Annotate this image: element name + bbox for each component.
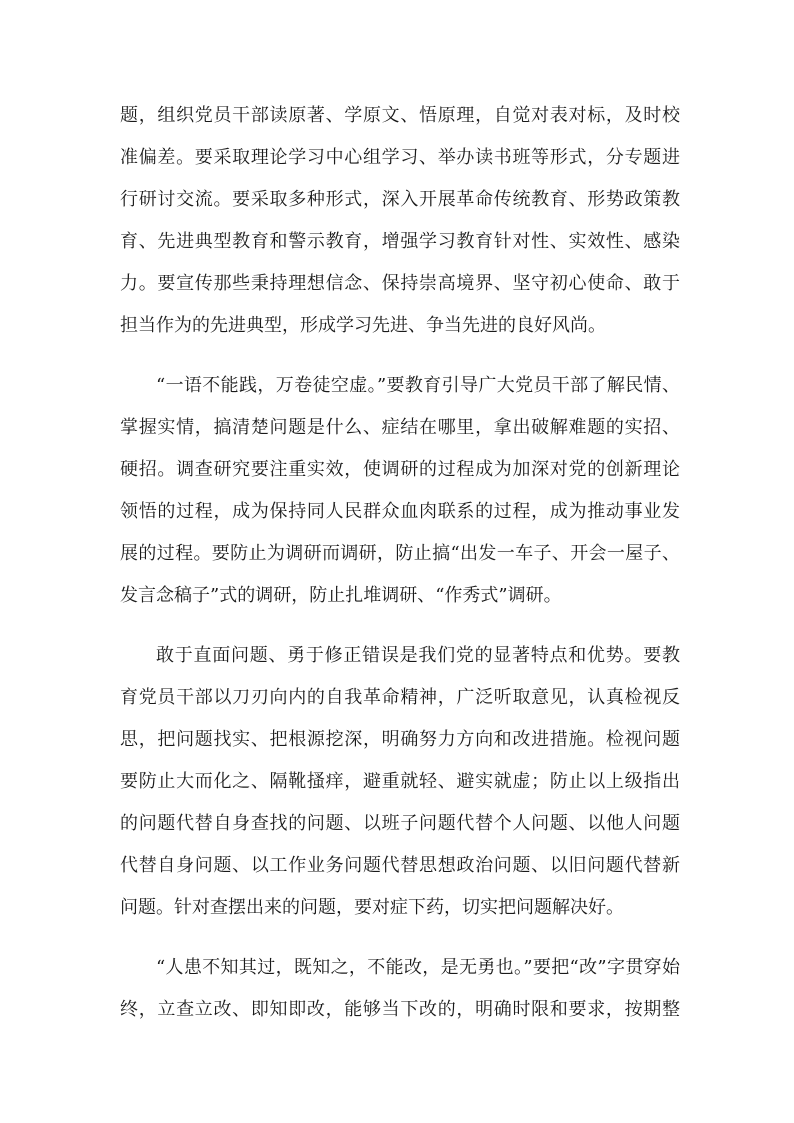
paragraph-3-line-3: 思，把问题找实、把根源挖深，明确努力方向和改进措施。检视问题 <box>120 729 680 750</box>
paragraph-3-line-2: 育党员干部以刀刃向内的自我革命精神，广泛听取意见，认真检视反 <box>120 687 680 708</box>
paragraph-4-line-1: “人患不知其过，既知之，不能改，是无勇也。”要把“改”字贯穿始 <box>156 957 680 978</box>
paragraph-2-line-5: 展的过程。要防止为调研而调研，防止搞“出发一车子、开会一屋子、 <box>120 543 680 564</box>
paragraph-2-line-6: 发言念稿子”式的调研，防止扎堆调研、“作秀式”调研。 <box>120 585 562 606</box>
paragraph-1-line-3: 行研讨交流。要采取多种形式，深入开展革命传统教育、形势政策教 <box>120 189 680 210</box>
paragraph-1-line-5: 力。要宣传那些秉持理想信念、保持崇高境界、坚守初心使命、敢于 <box>120 273 680 294</box>
paragraph-4-line-2: 终，立查立改、即知即改，能够当下改的，明确时限和要求，按期整 <box>120 999 680 1020</box>
paragraph-3-line-4: 要防止大而化之、隔靴搔痒，避重就轻、避实就虚；防止以上级指出 <box>120 771 680 792</box>
paragraph-3-line-6: 代替自身问题、以工作业务问题代替思想政治问题、以旧问题代替新 <box>120 855 680 876</box>
paragraph-1-line-2: 准偏差。要采取理论学习中心组学习、举办读书班等形式，分专题进 <box>120 147 680 168</box>
paragraph-2-line-1: “一语不能践，万卷徒空虚。”要教育引导广大党员干部了解民情、 <box>156 375 680 396</box>
paragraph-3-line-5: 的问题代替自身查找的问题、以班子问题代替个人问题、以他人问题 <box>120 813 680 834</box>
paragraph-2-line-3: 硬招。调查研究要注重实效，使调研的过程成为加深对党的创新理论 <box>120 459 680 480</box>
paragraph-2-line-4: 领悟的过程，成为保持同人民群众血肉联系的过程，成为推动事业发 <box>120 501 680 522</box>
paragraph-3-line-7: 问题。针对查摆出来的问题，要对症下药，切实把问题解决好。 <box>120 897 624 918</box>
paragraph-2-line-2: 掌握实情，搞清楚问题是什么、症结在哪里，拿出破解难题的实招、 <box>120 417 680 438</box>
paragraph-1-line-1: 题，组织党员干部读原著、学原文、悟原理，自觉对表对标，及时校 <box>120 105 680 126</box>
paragraph-1-line-6: 担当作为的先进典型，形成学习先进、争当先进的良好风尚。 <box>120 315 606 336</box>
paragraph-3-line-1: 敢于直面问题、勇于修正错误是我们党的显著特点和优势。要教 <box>156 645 680 666</box>
paragraph-1-line-4: 育、先进典型教育和警示教育，增强学习教育针对性、实效性、感染 <box>120 231 680 252</box>
